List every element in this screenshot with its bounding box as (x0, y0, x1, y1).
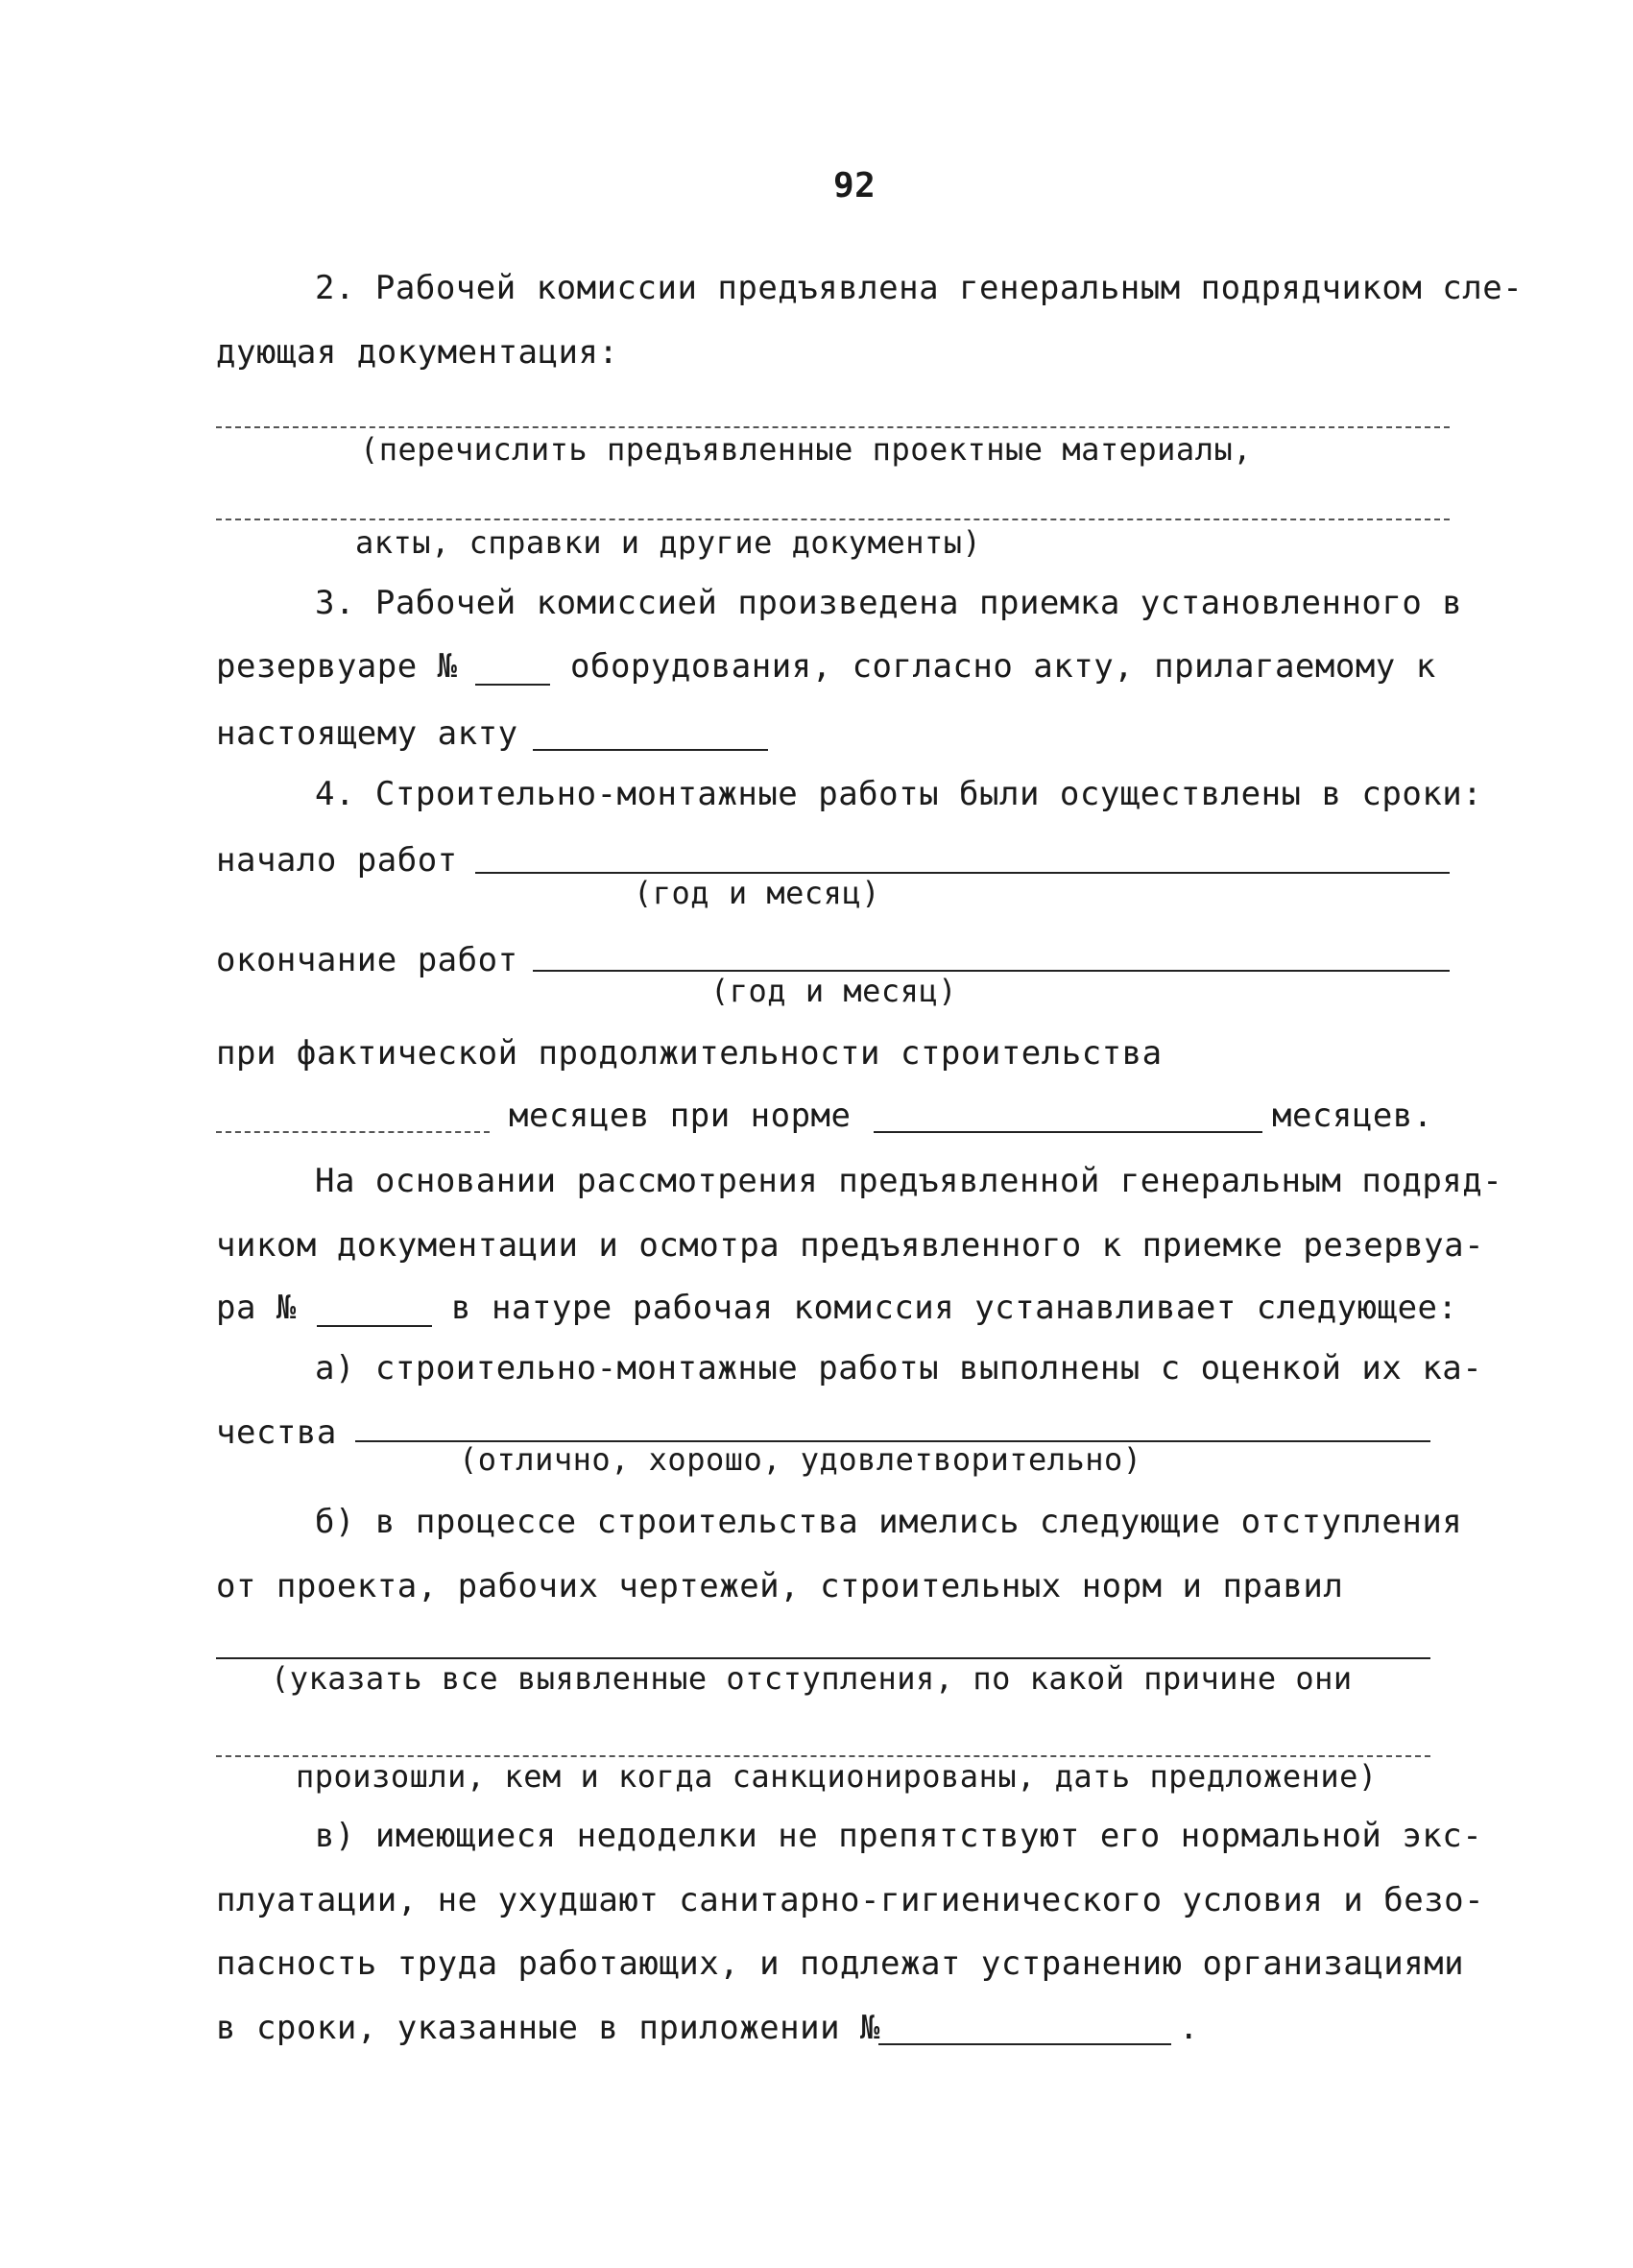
item4-start-caption: (год и месяц) (634, 875, 880, 911)
item-v-period: . (1179, 2009, 1199, 2047)
item2-line2: дующая документация: (216, 333, 619, 372)
item3-line3: настоящему акту (216, 714, 518, 753)
item3-line2-a: резервуаре № (216, 647, 458, 686)
item4-end-blank (533, 970, 1450, 972)
item4-norm-months-blank (874, 1131, 1262, 1133)
basis-line2: чиком документации и осмотра предъявленного к приемке резервуа- (216, 1226, 1485, 1265)
item-a-line2: чества (216, 1413, 337, 1452)
item-v-annex-number-blank (878, 2043, 1171, 2045)
item-b-line1: б) в процессе строительства имелись следующие отступления (315, 1503, 1463, 1541)
basis-line3-b: в натуре рабочая комиссия устанавливает следующее: (451, 1289, 1458, 1327)
item4-months-a: месяцев при норме (509, 1097, 852, 1135)
item2-caption2: акты, справки и другие документы) (355, 524, 982, 561)
basis-line1: На основании рассмотрения предъявленной генеральным подряд- (315, 1162, 1503, 1200)
item-v-line1: в) имеющиеся недоделки не препятствуют его нормальной экс- (315, 1817, 1483, 1855)
item2-fill-line-1 (216, 426, 1450, 428)
item3-act-blank (533, 749, 768, 751)
item4-end-caption: (год и месяц) (710, 973, 957, 1009)
item4-end-label: окончание работ (216, 941, 518, 979)
item4-start-blank (475, 872, 1450, 874)
basis-line3-a: ра № (216, 1289, 297, 1327)
item-b-caption2: произошли, кем и когда санкционированы, дать предложение) (296, 1758, 1378, 1795)
item3-line1: 3. Рабочей комиссией произведена приемка установленного в (315, 584, 1463, 622)
item3-line2-b: оборудования, согласно акту, прилагаемому к (570, 647, 1436, 686)
item4-line1: 4. Строительно-монтажные работы были осуществлены в сроки: (315, 775, 1483, 813)
item3-tank-number-blank (475, 684, 550, 686)
item-b-caption1: (указать все выявленные отступления, по какой причине они (271, 1660, 1353, 1697)
item-v-line2: плуатации, не ухудшают санитарно-гигиенического условия и безо- (216, 1881, 1485, 1919)
item4-start-label: начало работ (216, 841, 458, 880)
item4-actual-months-blank (216, 1131, 490, 1133)
item2-caption1: (перечислить предъявленные проектные материалы, (360, 431, 1252, 468)
item-v-line3: пасность труда работающих, и подлежат устранению организациями (216, 1944, 1465, 1983)
item-a-caption: (отлично, хорошо, удовлетворительно) (459, 1441, 1142, 1478)
item4-duration-line: при фактической продолжительности строительства (216, 1034, 1163, 1073)
item2-line1: 2. Рабочей комиссии предъявлена генеральным подрядчиком сле- (315, 269, 1524, 307)
page-number: 92 (833, 166, 877, 205)
item4-months-b: месяцев. (1272, 1097, 1433, 1135)
item2-fill-line-2 (216, 519, 1450, 520)
item-v-line4: в сроки, указанные в приложении № (216, 2009, 881, 2047)
item-b-line2: от проекта, рабочих чертежей, строительных норм и правил (216, 1567, 1344, 1605)
item-a-line1: а) строительно-монтажные работы выполнены с оценкой их ка- (315, 1349, 1483, 1387)
basis-tank-number-blank (317, 1325, 432, 1327)
